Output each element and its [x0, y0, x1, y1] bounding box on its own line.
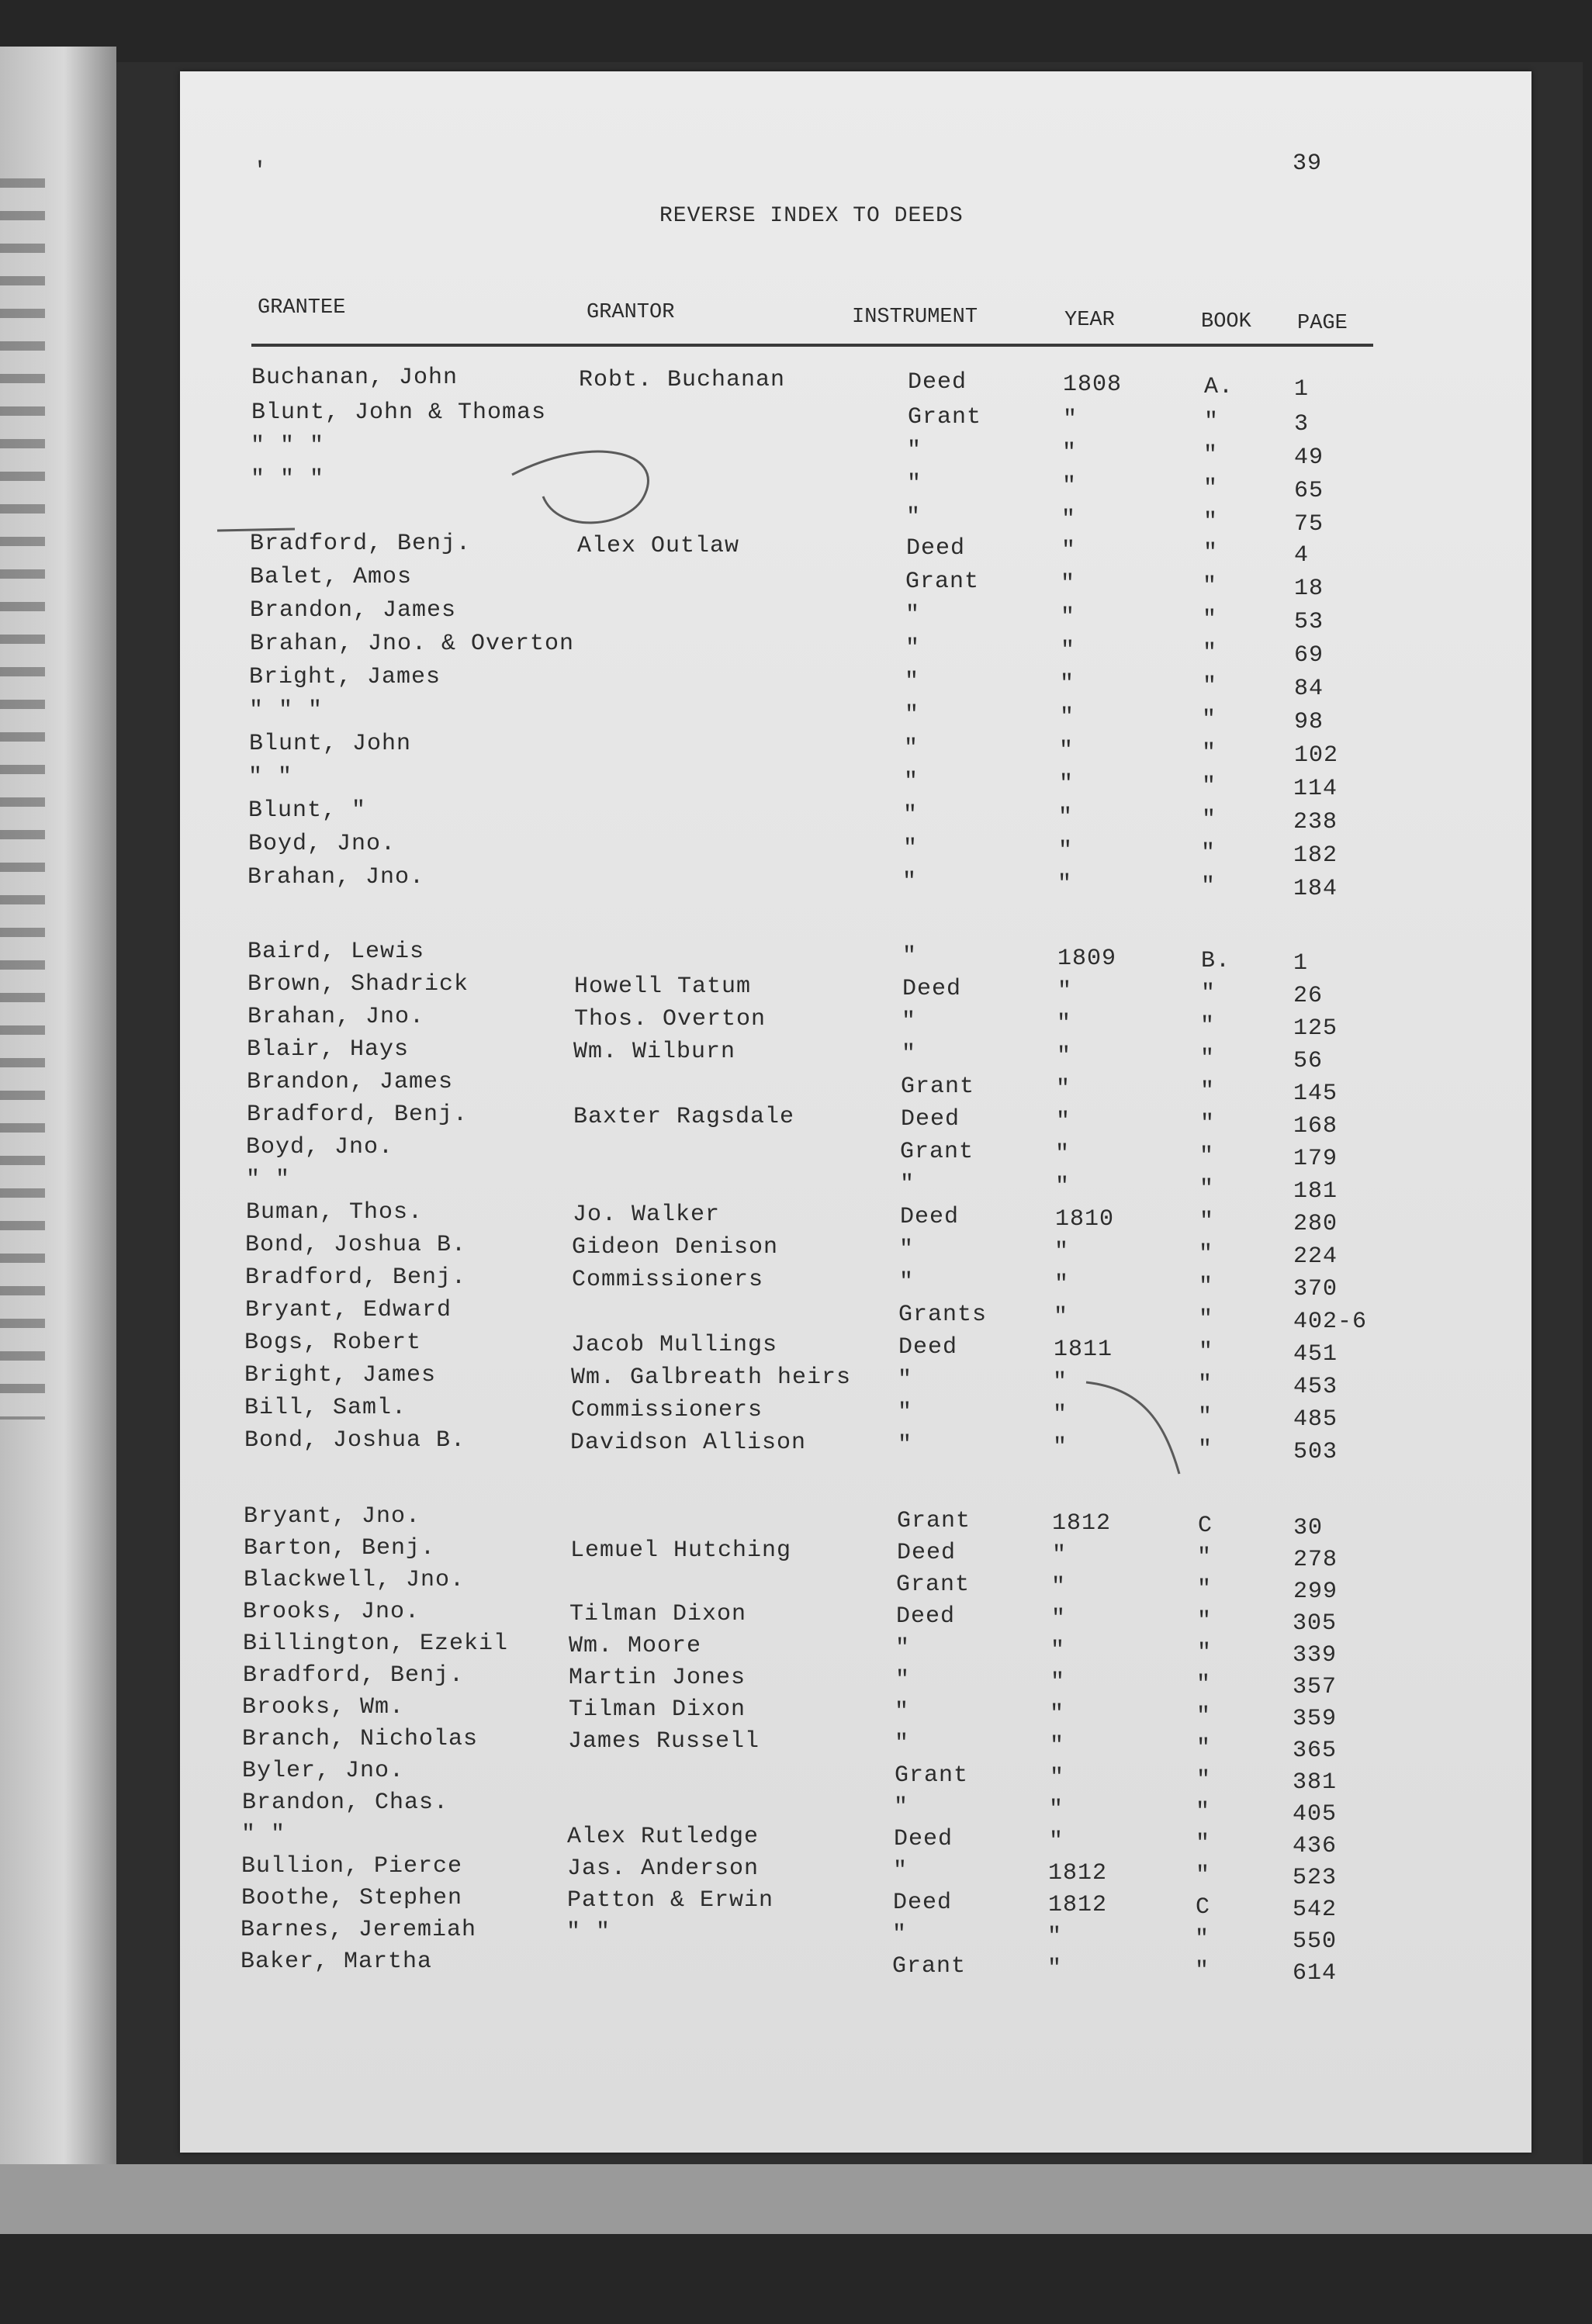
cell-page: 145 — [1293, 1081, 1338, 1107]
cell-page: 305 — [1293, 1610, 1338, 1637]
cell-year: " — [1056, 1076, 1071, 1102]
cell-page: 280 — [1293, 1211, 1338, 1237]
cell-year: 1808 — [1063, 372, 1123, 398]
cell-book: " — [1203, 540, 1219, 566]
cell-year: " — [1050, 1701, 1065, 1727]
cell-year: " — [1057, 1043, 1072, 1070]
cell-grantee: Blunt, " — [248, 797, 367, 824]
cell-year: " — [1063, 406, 1078, 433]
cell-year: " — [1058, 838, 1074, 864]
cell-book: " — [1196, 1862, 1211, 1889]
cell-instrument: " — [902, 1041, 917, 1067]
cell-grantor: Jacob Mullings — [571, 1332, 778, 1358]
cell-page: 65 — [1294, 478, 1324, 504]
cell-grantee: Boothe, Stephen — [241, 1885, 463, 1911]
cell-year: " — [1057, 1011, 1072, 1037]
cell-book: " — [1204, 409, 1220, 435]
cell-grantee: Byler, Jno. — [242, 1758, 405, 1784]
cell-year: " — [1062, 473, 1078, 500]
cell-instrument: Deed — [908, 369, 967, 396]
cell-year: " — [1057, 978, 1073, 1005]
cell-year: " — [1061, 638, 1076, 664]
cell-grantor: Alex Rutledge — [567, 1824, 760, 1850]
pen-loop-mark — [512, 451, 648, 523]
cell-grantor: James Russell — [568, 1728, 760, 1755]
cell-page: 1 — [1294, 376, 1310, 403]
cell-page: 405 — [1293, 1801, 1338, 1828]
cell-book: " — [1198, 1404, 1213, 1430]
cell-book: " — [1200, 1046, 1216, 1072]
cell-instrument: " — [902, 1008, 917, 1035]
cell-book: " — [1199, 1143, 1215, 1170]
cell-book: " — [1196, 1767, 1212, 1793]
cell-instrument: " — [907, 437, 922, 464]
cell-grantee: Bright, James — [244, 1362, 437, 1389]
cell-page: 550 — [1293, 1928, 1338, 1955]
cell-instrument: " — [904, 769, 919, 795]
cell-year: " — [1050, 1733, 1065, 1759]
cell-instrument: " — [892, 1921, 908, 1948]
cell-year: 1811 — [1054, 1337, 1113, 1363]
cell-book: " — [1197, 1608, 1213, 1634]
cell-grantee: " " — [241, 1821, 286, 1848]
cell-year: " — [1061, 507, 1077, 533]
cell-year: " — [1053, 1402, 1068, 1428]
cell-instrument: " — [902, 943, 918, 970]
cell-page: 3 — [1294, 411, 1310, 437]
cell-book: " — [1202, 807, 1217, 833]
cell-grantor: Commissioners — [571, 1397, 763, 1423]
cell-grantor: Commissioners — [572, 1267, 764, 1293]
cell-grantor: Wm. Galbreath heirs — [571, 1364, 852, 1391]
cell-grantor: Wm. Moore — [569, 1633, 702, 1659]
cell-year: " — [1050, 1765, 1065, 1791]
cell-grantee: Bill, Saml. — [244, 1395, 407, 1421]
cell-grantor: Tilman Dixon — [569, 1696, 746, 1723]
pen-line-mark — [217, 529, 295, 531]
header-grantee: GRANTEE — [258, 296, 346, 320]
cell-grantee: Blackwell, Jno. — [244, 1567, 465, 1593]
cell-year: " — [1062, 440, 1078, 466]
cell-year: " — [1061, 604, 1076, 631]
cell-year: " — [1050, 1669, 1066, 1696]
cell-grantor: Howell Tatum — [574, 974, 752, 1000]
cell-instrument: " — [905, 702, 920, 728]
cell-instrument: " — [898, 1399, 913, 1426]
cell-page: 168 — [1293, 1113, 1338, 1140]
cell-book: " — [1200, 1078, 1216, 1105]
cell-grantee: Balet, Amos — [250, 564, 413, 590]
cell-page: 299 — [1293, 1579, 1338, 1605]
cell-page: 4 — [1294, 542, 1310, 569]
cell-grantee: Bogs, Robert — [244, 1330, 422, 1356]
cell-instrument: Grant — [897, 1508, 971, 1534]
cell-page: 75 — [1294, 511, 1324, 538]
cell-instrument: Deed — [894, 1826, 953, 1852]
cell-page: 26 — [1293, 983, 1324, 1009]
cell-grantee: Barnes, Jeremiah — [241, 1917, 477, 1943]
cell-book: B. — [1201, 948, 1231, 974]
cell-grantee: Bryant, Edward — [245, 1297, 452, 1323]
cell-grantee: Bond, Joshua B. — [244, 1427, 466, 1454]
cell-instrument: " — [903, 835, 919, 862]
cell-year: " — [1054, 1304, 1069, 1330]
cell-book: " — [1196, 1735, 1212, 1762]
cell-page: 30 — [1293, 1515, 1324, 1541]
cell-grantee: Blair, Hays — [247, 1036, 410, 1063]
cell-grantor: Patton & Erwin — [567, 1887, 774, 1914]
cell-grantee: " " " — [251, 433, 325, 459]
cell-page: 69 — [1294, 642, 1324, 669]
cell-year: " — [1047, 1956, 1063, 1982]
cell-year: " — [1051, 1606, 1067, 1632]
cell-page: 84 — [1294, 676, 1324, 702]
page-number: 39 — [1293, 150, 1323, 177]
cell-grantee: Boyd, Jno. — [246, 1134, 394, 1160]
cell-instrument: " — [895, 1667, 911, 1693]
cell-page: 451 — [1293, 1341, 1338, 1368]
cell-grantee: Brown, Shadrick — [247, 971, 469, 998]
cell-page: 182 — [1293, 842, 1338, 869]
cell-grantor: Alex Outlaw — [577, 533, 740, 559]
cell-book: " — [1198, 1371, 1213, 1398]
cell-book: " — [1200, 1013, 1216, 1039]
cell-book: " — [1201, 980, 1216, 1007]
cell-grantor: Gideon Denison — [572, 1234, 779, 1261]
cell-grantor: Tilman Dixon — [569, 1601, 747, 1627]
cell-book: " — [1197, 1544, 1213, 1571]
header-instrument: INSTRUMENT — [852, 306, 978, 329]
cell-instrument: Grant — [905, 569, 980, 595]
cell-instrument: " — [899, 1236, 915, 1263]
cell-book: " — [1196, 1672, 1212, 1698]
cell-instrument: Deed — [896, 1603, 956, 1630]
cell-instrument: " — [905, 669, 920, 695]
cell-book: " — [1199, 1241, 1214, 1267]
cell-instrument: Grant — [896, 1572, 971, 1598]
cell-instrument: " — [899, 1269, 915, 1295]
cell-grantee: Brooks, Jno. — [243, 1599, 420, 1625]
cell-grantee: Bryant, Jno. — [244, 1503, 421, 1530]
cell-book: " — [1199, 1306, 1214, 1333]
cell-book: " — [1201, 840, 1216, 866]
cell-instrument: Grant — [908, 404, 982, 431]
cell-grantee: Billington, Ezekil — [243, 1631, 509, 1657]
cell-page: 453 — [1293, 1374, 1338, 1400]
cell-grantee: Bradford, Benj. — [250, 531, 472, 557]
cell-instrument: Deed — [902, 976, 962, 1002]
cell-instrument: " — [902, 869, 918, 895]
cell-instrument: Deed — [898, 1334, 958, 1361]
cell-page: 179 — [1293, 1146, 1338, 1172]
cell-page: 436 — [1293, 1833, 1338, 1859]
cell-instrument: " — [906, 504, 922, 531]
cell-page: 365 — [1293, 1738, 1338, 1764]
cell-year: 1812 — [1052, 1510, 1112, 1537]
cell-grantee: Blunt, John & Thomas — [251, 399, 547, 426]
cell-instrument: " — [898, 1367, 913, 1393]
cell-book: " — [1203, 573, 1218, 600]
cell-page: 1 — [1293, 950, 1309, 977]
cell-book: " — [1202, 740, 1217, 766]
cell-book: " — [1199, 1339, 1214, 1365]
header-book: BOOK — [1201, 310, 1251, 334]
cell-instrument: " — [904, 735, 919, 762]
cell-book: " — [1203, 640, 1218, 666]
cell-page: 114 — [1293, 776, 1338, 802]
cell-year: " — [1054, 1271, 1070, 1298]
cell-book: " — [1196, 1799, 1211, 1825]
cell-page: 102 — [1294, 742, 1339, 769]
cell-year: " — [1061, 571, 1076, 597]
cell-grantee: Brandon, James — [250, 597, 457, 624]
cell-instrument: " — [894, 1794, 909, 1821]
cell-page: 542 — [1293, 1897, 1338, 1923]
cell-grantee: " " " — [249, 697, 324, 724]
corner-mark: ' — [253, 158, 268, 185]
cell-grantee: Bradford, Benj. — [247, 1101, 469, 1128]
cell-year: " — [1053, 1434, 1068, 1461]
cell-grantee: Barton, Benj. — [244, 1535, 436, 1561]
cell-grantee: Bullion, Pierce — [241, 1853, 463, 1880]
cell-year: 1810 — [1055, 1206, 1115, 1233]
cell-year: " — [1054, 1239, 1070, 1265]
cell-grantee: Bradford, Benj. — [245, 1264, 467, 1291]
cell-grantee: Brahan, Jno. & Overton — [250, 631, 575, 657]
cell-instrument: Deed — [906, 535, 966, 562]
cell-instrument: " — [905, 602, 921, 628]
cell-page: 184 — [1293, 876, 1338, 902]
cell-year: 1809 — [1057, 946, 1117, 972]
cell-book: " — [1202, 773, 1217, 800]
cell-instrument: " — [895, 1699, 910, 1725]
cell-grantee: Buman, Thos. — [246, 1199, 424, 1226]
header-year: YEAR — [1064, 309, 1115, 332]
cell-year: " — [1047, 1924, 1063, 1950]
cell-book: " — [1196, 1831, 1211, 1857]
cell-instrument: Deed — [897, 1540, 957, 1566]
cell-book: " — [1195, 1926, 1210, 1952]
cell-instrument: Deed — [893, 1890, 953, 1916]
cell-grantor: Jas. Anderson — [567, 1855, 760, 1882]
cell-book: " — [1195, 1958, 1210, 1984]
cell-book: A. — [1204, 374, 1234, 400]
cell-page: 18 — [1294, 576, 1324, 602]
cell-page: 402-6 — [1293, 1309, 1368, 1335]
cell-book: " — [1199, 1274, 1214, 1300]
cell-year: " — [1058, 804, 1074, 831]
cell-year: " — [1057, 871, 1073, 897]
cell-year: " — [1059, 738, 1075, 764]
cell-page: 278 — [1293, 1547, 1338, 1573]
cell-book: " — [1203, 442, 1219, 469]
cell-book: " — [1203, 476, 1219, 502]
cell-instrument: Grant — [895, 1762, 969, 1789]
cell-instrument: Deed — [901, 1106, 960, 1133]
page-title: REVERSE INDEX TO DEEDS — [659, 204, 964, 228]
cell-book: " — [1198, 1437, 1213, 1463]
cell-page: 224 — [1293, 1243, 1338, 1270]
cell-grantor: " " — [566, 1919, 611, 1945]
cell-instrument: " — [893, 1858, 908, 1884]
cell-page: 339 — [1293, 1642, 1338, 1669]
cell-book: " — [1200, 1111, 1216, 1137]
cell-page: 503 — [1293, 1439, 1338, 1465]
cell-year: " — [1053, 1369, 1068, 1395]
cell-instrument: Grants — [898, 1302, 988, 1328]
cell-page: 614 — [1293, 1960, 1338, 1987]
header-grantor: GRANTOR — [587, 301, 675, 324]
cell-instrument: " — [895, 1635, 911, 1662]
cell-page: 359 — [1293, 1706, 1338, 1732]
cell-year: " — [1051, 1574, 1067, 1600]
cell-book: " — [1199, 1209, 1215, 1235]
cell-grantee: Bradford, Benj. — [243, 1662, 465, 1689]
cell-grantor: Martin Jones — [569, 1665, 746, 1691]
cell-year: " — [1055, 1174, 1071, 1200]
cell-grantor: Jo. Walker — [573, 1202, 721, 1228]
cell-book: " — [1202, 707, 1217, 733]
cell-grantor: Baxter Ragsdale — [573, 1104, 795, 1130]
cell-instrument: " — [905, 635, 921, 662]
cell-year: " — [1060, 671, 1075, 697]
cell-page: 98 — [1294, 709, 1324, 735]
cell-instrument: " — [903, 802, 919, 828]
cell-instrument: Grant — [901, 1074, 975, 1100]
cell-grantee: Blunt, John — [249, 731, 412, 757]
cell-instrument: " — [898, 1432, 913, 1458]
cell-grantor: Thos. Overton — [574, 1006, 767, 1032]
cell-instrument: Grant — [900, 1139, 974, 1165]
cell-grantee: Baird, Lewis — [247, 939, 425, 965]
cell-page: 370 — [1293, 1276, 1338, 1302]
cell-grantee: Branch, Nicholas — [242, 1726, 479, 1752]
cell-year: " — [1050, 1638, 1066, 1664]
cell-year: " — [1052, 1542, 1068, 1568]
header-page: PAGE — [1297, 312, 1348, 335]
cell-grantee: Brooks, Wm. — [242, 1694, 405, 1721]
cell-book: " — [1197, 1576, 1213, 1603]
cell-grantee: Bright, James — [249, 664, 441, 690]
cell-page: 49 — [1294, 444, 1324, 471]
cell-grantee: Bond, Joshua B. — [245, 1232, 467, 1258]
cell-instrument: Deed — [900, 1204, 960, 1230]
cell-grantee: " " — [246, 1167, 291, 1193]
cell-year: 1812 — [1048, 1892, 1108, 1918]
cell-instrument: Grant — [892, 1953, 967, 1980]
cell-book: " — [1197, 1640, 1213, 1666]
cell-book: " — [1201, 873, 1216, 900]
cell-year: " — [1049, 1797, 1064, 1823]
cell-grantee: Brandon, James — [247, 1069, 454, 1095]
cell-grantee: Boyd, Jno. — [248, 831, 396, 857]
cell-book: " — [1203, 673, 1218, 700]
cell-page: 523 — [1293, 1865, 1338, 1891]
cell-grantee: Brahan, Jno. — [247, 1004, 425, 1030]
cell-book: " — [1203, 607, 1218, 633]
cell-page: 381 — [1293, 1769, 1338, 1796]
cell-page: 125 — [1293, 1015, 1338, 1042]
cell-book: C — [1198, 1513, 1213, 1539]
cell-book: " — [1199, 1176, 1215, 1202]
cell-year: " — [1056, 1108, 1071, 1135]
cell-year: 1812 — [1048, 1860, 1108, 1887]
cell-page: 56 — [1293, 1048, 1324, 1074]
cell-grantee: Baker, Martha — [241, 1949, 433, 1975]
cell-grantee: Brahan, Jno. — [247, 864, 425, 891]
pen-curve-mark — [1086, 1382, 1179, 1474]
cell-instrument: " — [907, 471, 922, 497]
cell-page: 357 — [1293, 1674, 1338, 1700]
cell-book: " — [1203, 509, 1219, 535]
cell-grantor: Lemuel Hutching — [570, 1537, 792, 1564]
cell-page: 485 — [1293, 1406, 1338, 1433]
cell-instrument: " — [900, 1171, 915, 1198]
cell-year: " — [1049, 1828, 1064, 1855]
cell-grantee: " " — [248, 764, 293, 790]
cell-year: " — [1055, 1141, 1071, 1167]
cell-grantee: Brandon, Chas. — [242, 1790, 449, 1816]
cell-grantee: " " " — [251, 466, 325, 493]
cell-year: " — [1060, 704, 1075, 731]
cell-year: " — [1059, 771, 1075, 797]
cell-grantor: Wm. Wilburn — [573, 1039, 736, 1065]
cell-year: " — [1061, 538, 1077, 564]
cell-grantor: Davidson Allison — [570, 1430, 807, 1456]
cell-book: " — [1196, 1703, 1212, 1730]
cell-grantee: Buchanan, John — [251, 365, 459, 391]
cell-grantor: Robt. Buchanan — [579, 367, 786, 393]
cell-page: 53 — [1294, 609, 1324, 635]
cell-book: C — [1196, 1894, 1211, 1921]
cell-instrument: " — [895, 1731, 910, 1757]
cell-page: 181 — [1293, 1178, 1338, 1205]
cell-page: 238 — [1293, 809, 1338, 835]
